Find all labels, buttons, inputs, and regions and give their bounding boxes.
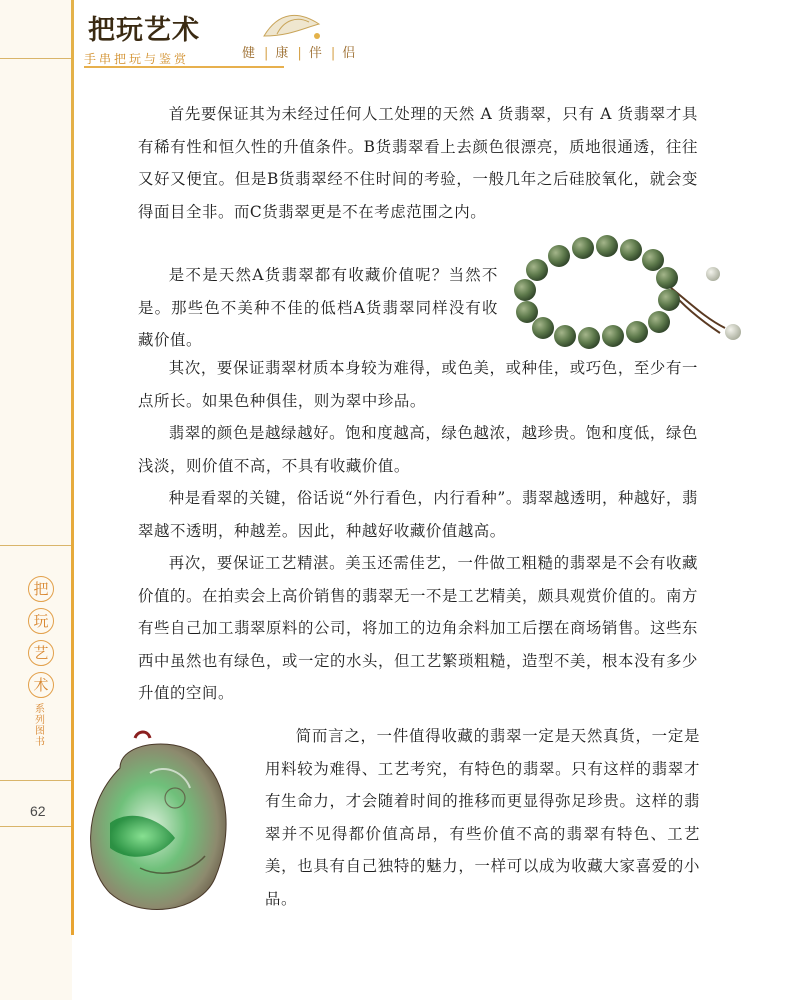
body-text-block — [138, 98, 698, 228]
page-number: 62 — [30, 803, 46, 819]
tagline-char: 侣 — [342, 46, 358, 61]
paragraph: 再次，要保证工艺精湛。美玉还需佳艺，一件做工粗糙的翡翠是不会有收藏价值的。在拍卖会上高价销售的翡翠无一不是工艺精美，颇具观赏价值的。南方有些自己加工翡翠原料的公司，将加工的边角余料加工后摆在商场销售。这些东西中虽然也有绿色，或一定的水头，但工艺繁琐粗糙，造型不美，根本没有多少升值的空间。 — [138, 554, 698, 702]
paragraph: 首先要保证其为未经过任何人工处理的天然 A 货翡翠，只有 A 货翡翠才具有稀有性和恒久性的升值条件。B货翡翠看上去颜色很漂亮，质地很通透，往往又好又便宜。但是B货翡翠经不住时间的考验，一般几年之后硅胶氧化，就会变得面目全非。而C货翡翠更是不在考虑范围之内。 — [138, 105, 698, 221]
tagline-char: 健 — [242, 46, 258, 61]
paragraph: 简而言之，一件值得收藏的翡翠一定是天然真货，一定是用料较为难得、工艺考究，有特色的翡翠。只有这样的翡翠才有生命力，才会随着时间的推移而更显得弥足珍贵。这样的翡翠并不见得都价值高昂，有些价值不高的翡翠有特色、工艺美，也具有自己独特的魅力，一样可以成为收藏大家喜爱的小品。 — [265, 727, 700, 908]
header-tagline: 健 | 康 | 伴 | 侣 — [242, 46, 358, 61]
paragraph: 翡翠的颜色是越绿越好。饱和度越高，绿色越浓，越珍贵。饱和度低，绿色浅淡，则价值不高，不具有收藏价值。 — [138, 424, 698, 475]
series-char: 术 — [28, 672, 54, 698]
margin-divider — [0, 58, 72, 59]
header-title: 把玩艺术 — [88, 15, 200, 46]
body-text-block — [265, 720, 700, 915]
series-small-char: 列 — [35, 715, 45, 726]
header-underline — [84, 66, 284, 68]
margin-gold-rule — [71, 0, 74, 935]
series-char: 把 — [28, 576, 54, 602]
series-char: 艺 — [28, 640, 54, 666]
left-margin-strip — [0, 0, 72, 1000]
running-header — [84, 6, 374, 68]
header-subtitle: 手串把玩与鉴赏 — [84, 52, 190, 66]
series-small-char: 系 — [35, 704, 45, 715]
series-small-char: 图 — [35, 726, 45, 737]
paragraph: 其次，要保证翡翠材质本身较为难得，或色美，或种佳，或巧色，至少有一点所长。如果色种俱佳，则为翠中珍品。 — [138, 359, 698, 410]
series-small-char: 书 — [35, 737, 45, 748]
body-text-block — [138, 352, 698, 710]
paragraph: 是不是天然A货翡翠都有收藏价值呢？当然不是。那些色不美种不佳的低档A货翡翠同样没有收藏价值。 — [138, 266, 498, 349]
body-text-block — [138, 259, 498, 357]
series-char: 玩 — [28, 608, 54, 634]
margin-divider — [0, 826, 72, 827]
tagline-char: 康 — [275, 46, 291, 61]
jade-pendant-image — [80, 728, 240, 923]
margin-divider — [0, 545, 72, 546]
paragraph: 种是看翠的关键，俗话说“外行看色，内行看种”。翡翠越透明，种越好，翡翠越不透明，种越差。因此，种越好收藏价值越高。 — [138, 489, 698, 540]
lotus-ornament-icon — [259, 6, 329, 46]
series-label — [28, 576, 58, 748]
tagline-char: 伴 — [308, 46, 324, 61]
jade-bead-bracelet-image — [505, 228, 755, 358]
margin-divider — [0, 780, 72, 781]
